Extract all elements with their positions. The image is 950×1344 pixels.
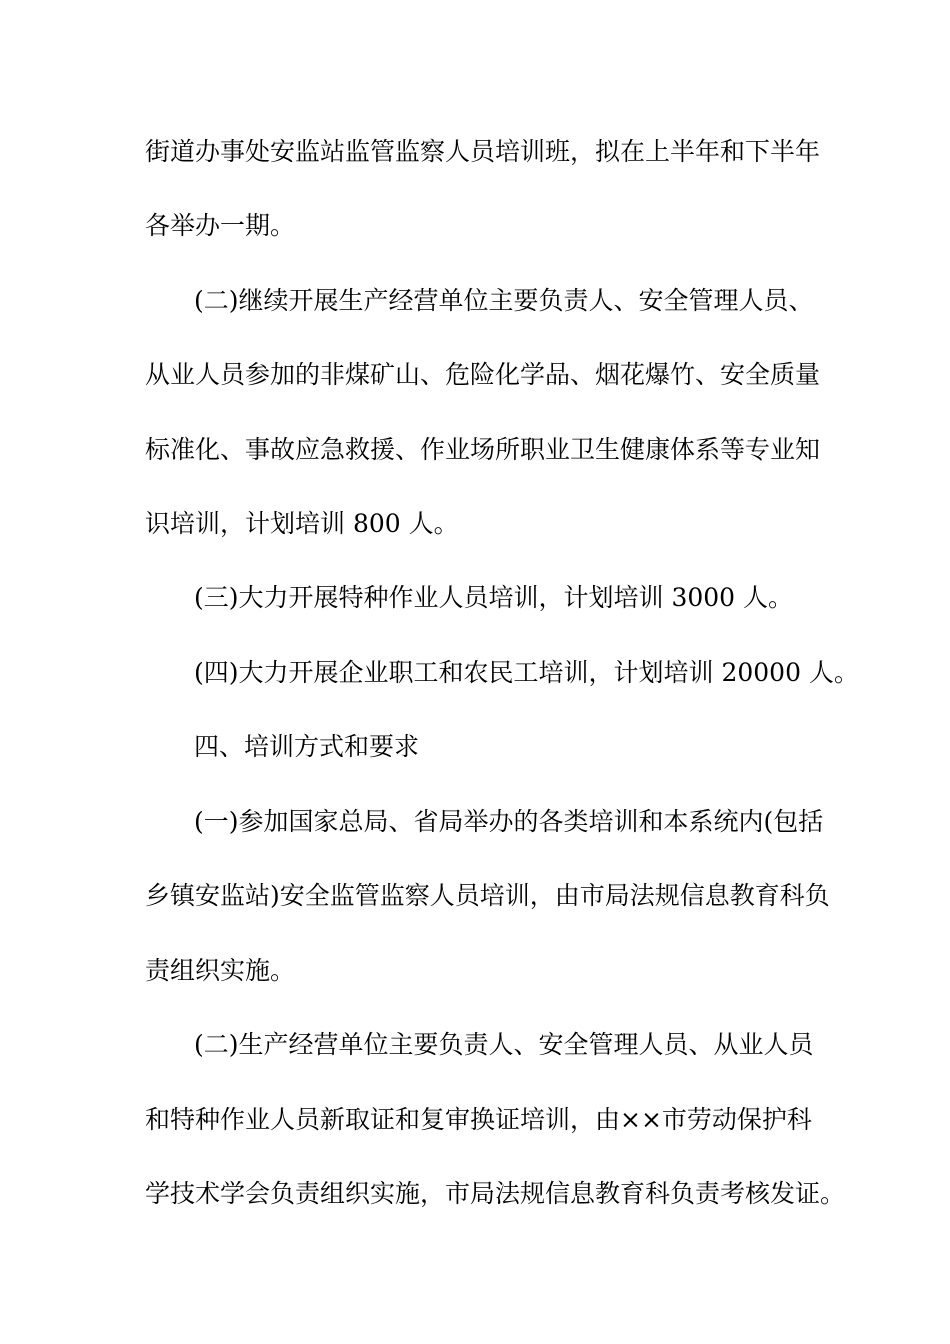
paragraph-line: 和特种作业人员新取证和复审换证培训，由××市劳动保护科 xyxy=(145,1105,812,1134)
paragraph-line: 乡镇安监站)安全监管监察人员培训，由市局法规信息教育科负 xyxy=(145,881,830,910)
paragraph-line: (四)大力开展企业职工和农民工培训，计划培训 20000 人。 xyxy=(194,658,859,687)
paragraph-line: 标准化、事故应急救援、作业场所职业卫生健康体系等专业知 xyxy=(145,435,821,464)
paragraph-line: 街道办事处安监站监管监察人员培训班，拟在上半年和下半年 xyxy=(145,137,821,166)
paragraph-line: (一)参加国家总局、省局举办的各类培训和本系统内(包括 xyxy=(194,807,824,836)
paragraph-line: 各举办一期。 xyxy=(145,211,296,240)
paragraph-line: 识培训，计划培训 800 人。 xyxy=(145,509,459,538)
paragraph-line: (三)大力开展特种作业人员培训，计划培训 3000 人。 xyxy=(194,583,794,612)
paragraph-line: 学技术学会负责组织实施，市局法规信息教育科负责考核发证。 xyxy=(145,1179,846,1208)
paragraph-line: 从业人员参加的非煤矿山、危险化学品、烟花爆竹、安全质量 xyxy=(145,360,821,389)
paragraph-line: 责组织实施。 xyxy=(145,956,296,985)
paragraph-line: (二)继续开展生产经营单位主要负责人、安全管理人员、 xyxy=(194,286,814,315)
section-heading: 四、培训方式和要求 xyxy=(194,732,420,761)
paragraph-line: (二)生产经营单位主要负责人、安全管理人员、从业人员 xyxy=(194,1030,814,1059)
